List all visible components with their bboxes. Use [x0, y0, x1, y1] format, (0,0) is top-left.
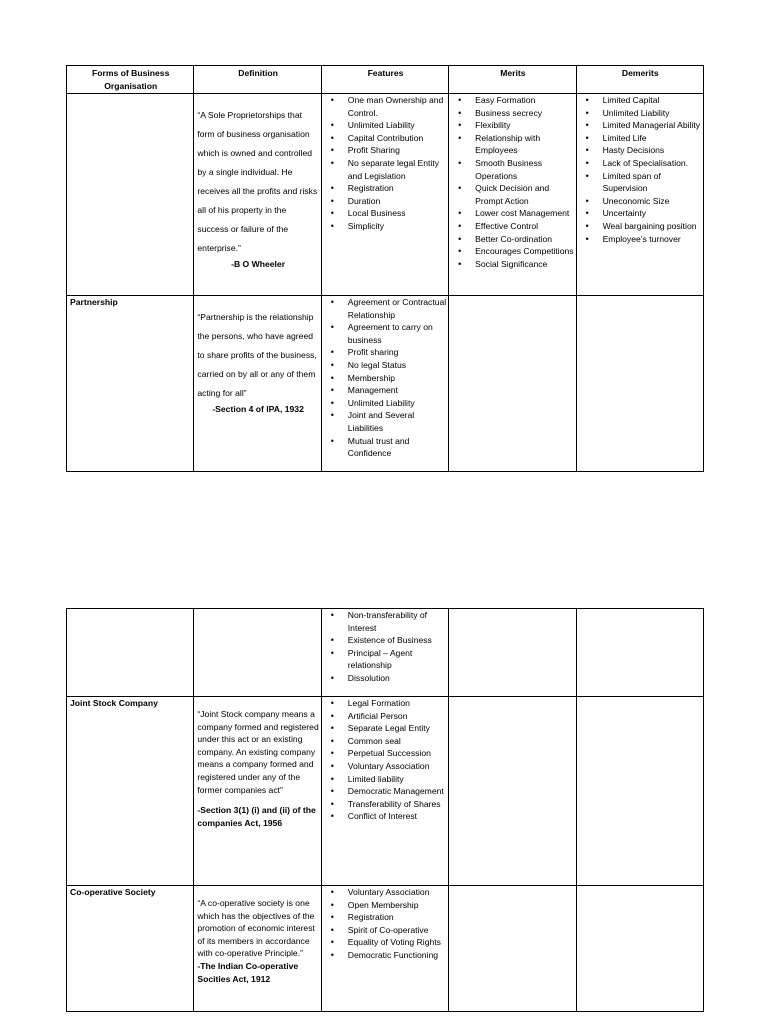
- list-item: • Duration: [348, 195, 446, 208]
- list-item: • Limited Life: [603, 132, 701, 145]
- header-merits: Merits: [449, 66, 576, 94]
- table-row-joint-stock-company: [67, 697, 704, 886]
- table-row-sole-proprietorship: [67, 94, 704, 296]
- header-features: Features: [321, 66, 448, 94]
- list-item: • Dissolution: [348, 672, 446, 685]
- features-cell: [321, 94, 448, 296]
- demerits-cell: [576, 697, 703, 886]
- form-name: Partnership: [70, 297, 118, 307]
- list-item: • Perpetual Succession: [348, 747, 446, 760]
- form-name: Co-operative Society: [70, 887, 156, 897]
- list-item: • Employee’s turnover: [603, 233, 701, 246]
- list-item: • No separate legal Entity and Legislation: [348, 157, 446, 182]
- features-list: [325, 697, 446, 823]
- list-item: • Local Business: [348, 207, 446, 220]
- list-item: • Limited Managerial Ability: [603, 119, 701, 132]
- definition-text: “A Sole Proprietorships that form of business organisation which is owned and controlled by a single individual. He receives all the profits and risks all of his property in the success or failure of the enterprise.”: [197, 110, 318, 253]
- list-item: • Registration: [348, 182, 446, 195]
- demerits-list: [580, 94, 701, 245]
- list-item: • Lower cost Management: [475, 207, 573, 220]
- list-item: • Flexibility: [475, 119, 573, 132]
- list-item: • Smooth Business Operations: [475, 157, 573, 182]
- list-item: • Business secrecy: [475, 107, 573, 120]
- list-item: • Agreement or Contractual Relationship: [348, 296, 446, 321]
- list-item: • Hasty Decisions: [603, 144, 701, 157]
- list-item: • Common seal: [348, 735, 446, 748]
- features-list: [325, 94, 446, 233]
- list-item: • No legal Status: [348, 359, 446, 372]
- features-list: [325, 296, 446, 460]
- list-item: • Limited liability: [348, 773, 446, 786]
- list-item: • Unlimited Liability: [348, 397, 446, 410]
- list-item: • Effective Control: [475, 220, 573, 233]
- definition-cell: [194, 94, 321, 296]
- list-item: • Democratic Management: [348, 785, 446, 798]
- list-item: • Equality of Voting Rights: [348, 936, 446, 949]
- table-row-partnership-continued: [67, 609, 704, 697]
- form-cell: [67, 609, 194, 697]
- list-item: • Separate Legal Entity: [348, 722, 446, 735]
- list-item: • Principal – Agent relationship: [348, 647, 446, 672]
- table-row-co-operative-society: [67, 886, 704, 1012]
- form-cell: [67, 296, 194, 472]
- list-item: • Simplicity: [348, 220, 446, 233]
- definition-cell: [194, 296, 321, 472]
- list-item: • Existence of Business: [348, 634, 446, 647]
- list-item: • Capital Contribution: [348, 132, 446, 145]
- list-item: • Artificial Person: [348, 710, 446, 723]
- list-item: • Conflict of Interest: [348, 810, 446, 823]
- list-item: • Open Membership: [348, 899, 446, 912]
- header-forms: Forms of Business Organisation: [67, 66, 194, 94]
- business-forms-table-page-1: [66, 65, 704, 472]
- definition-cell: [194, 609, 321, 697]
- list-item: • Agreement to carry on business: [348, 321, 446, 346]
- definition-text: “Partnership is the relationship the persons, who have agreed to share profits of the business, carried on by all or any of them acting for all”: [197, 312, 317, 398]
- definition-cell: [194, 697, 321, 886]
- list-item: • Social Significance: [475, 258, 573, 271]
- definition-source: -Section 3(1) (i) and (ii) of the companies Act, 1956: [197, 805, 316, 828]
- definition-source: -B O Wheeler: [231, 259, 286, 269]
- list-item: • Unlimited Liability: [603, 107, 701, 120]
- definition-cell: [194, 886, 321, 1012]
- header-demerits: Demerits: [576, 66, 703, 94]
- list-item: • Weal bargaining position: [603, 220, 701, 233]
- list-item: • Non-transferability of Interest: [348, 609, 446, 634]
- table-row-partnership: [67, 296, 704, 472]
- definition-source: -The Indian Co-operative Socities Act, 1912: [197, 960, 299, 984]
- features-cell: [321, 609, 448, 697]
- table-header-row: [67, 66, 704, 94]
- features-cell: [321, 296, 448, 472]
- list-item: • Limited Capital: [603, 94, 701, 107]
- form-name: Joint Stock Company: [70, 698, 158, 708]
- features-list: [325, 609, 446, 685]
- business-forms-table-page-2: [66, 608, 704, 1012]
- definition-text: “Joint Stock company means a company formed and registered under this act or an existing company. An existing company means a company formed and registered under any of the former companies act”: [197, 709, 319, 795]
- definition-text: “A co-operative society is one which has the objectives of the promotion of economic interest of its members in accordance with co-operative Principle.”: [197, 898, 315, 959]
- list-item: • Uncertainty: [603, 207, 701, 220]
- form-cell: [67, 94, 194, 296]
- demerits-cell: [576, 296, 703, 472]
- list-item: • Lack of Specialisation.: [603, 157, 701, 170]
- list-item: • Uneconomic Size: [603, 195, 701, 208]
- list-item: • Legal Formation: [348, 697, 446, 710]
- merits-cell: [449, 609, 576, 697]
- list-item: • Encourages Competitions: [475, 245, 573, 258]
- demerits-cell: [576, 609, 703, 697]
- features-list: [325, 886, 446, 962]
- header-definition: Definition: [194, 66, 321, 94]
- list-item: • Limited span of Supervision: [603, 170, 701, 195]
- demerits-cell: [576, 94, 703, 296]
- list-item: • Transferability of Shares: [348, 798, 446, 811]
- list-item: • Profit Sharing: [348, 144, 446, 157]
- list-item: • One man Ownership and Control.: [348, 94, 446, 119]
- form-cell: [67, 697, 194, 886]
- list-item: • Quick Decision and Prompt Action: [475, 182, 573, 207]
- list-item: • Mutual trust and Confidence: [348, 435, 446, 460]
- features-cell: [321, 886, 448, 1012]
- merits-cell: [449, 94, 576, 296]
- list-item: • Membership: [348, 372, 446, 385]
- merits-cell: [449, 296, 576, 472]
- list-item: • Unlimited Liability: [348, 119, 446, 132]
- features-cell: [321, 697, 448, 886]
- list-item: • Better Co-ordination: [475, 233, 573, 246]
- merits-cell: [449, 886, 576, 1012]
- list-item: • Relationship with Employees: [475, 132, 573, 157]
- list-item: • Profit sharing: [348, 346, 446, 359]
- list-item: • Management: [348, 384, 446, 397]
- demerits-cell: [576, 886, 703, 1012]
- definition-source: -Section 4 of IPA, 1932: [212, 404, 304, 414]
- list-item: • Easy Formation: [475, 94, 573, 107]
- list-item: • Voluntary Association: [348, 760, 446, 773]
- list-item: • Spirit of Co-operative: [348, 924, 446, 937]
- list-item: • Joint and Several Liabilities: [348, 409, 446, 434]
- list-item: • Voluntary Association: [348, 886, 446, 899]
- merits-list: [452, 94, 573, 270]
- merits-cell: [449, 697, 576, 886]
- list-item: • Democratic Functioning: [348, 949, 446, 962]
- list-item: • Registration: [348, 911, 446, 924]
- form-cell: [67, 886, 194, 1012]
